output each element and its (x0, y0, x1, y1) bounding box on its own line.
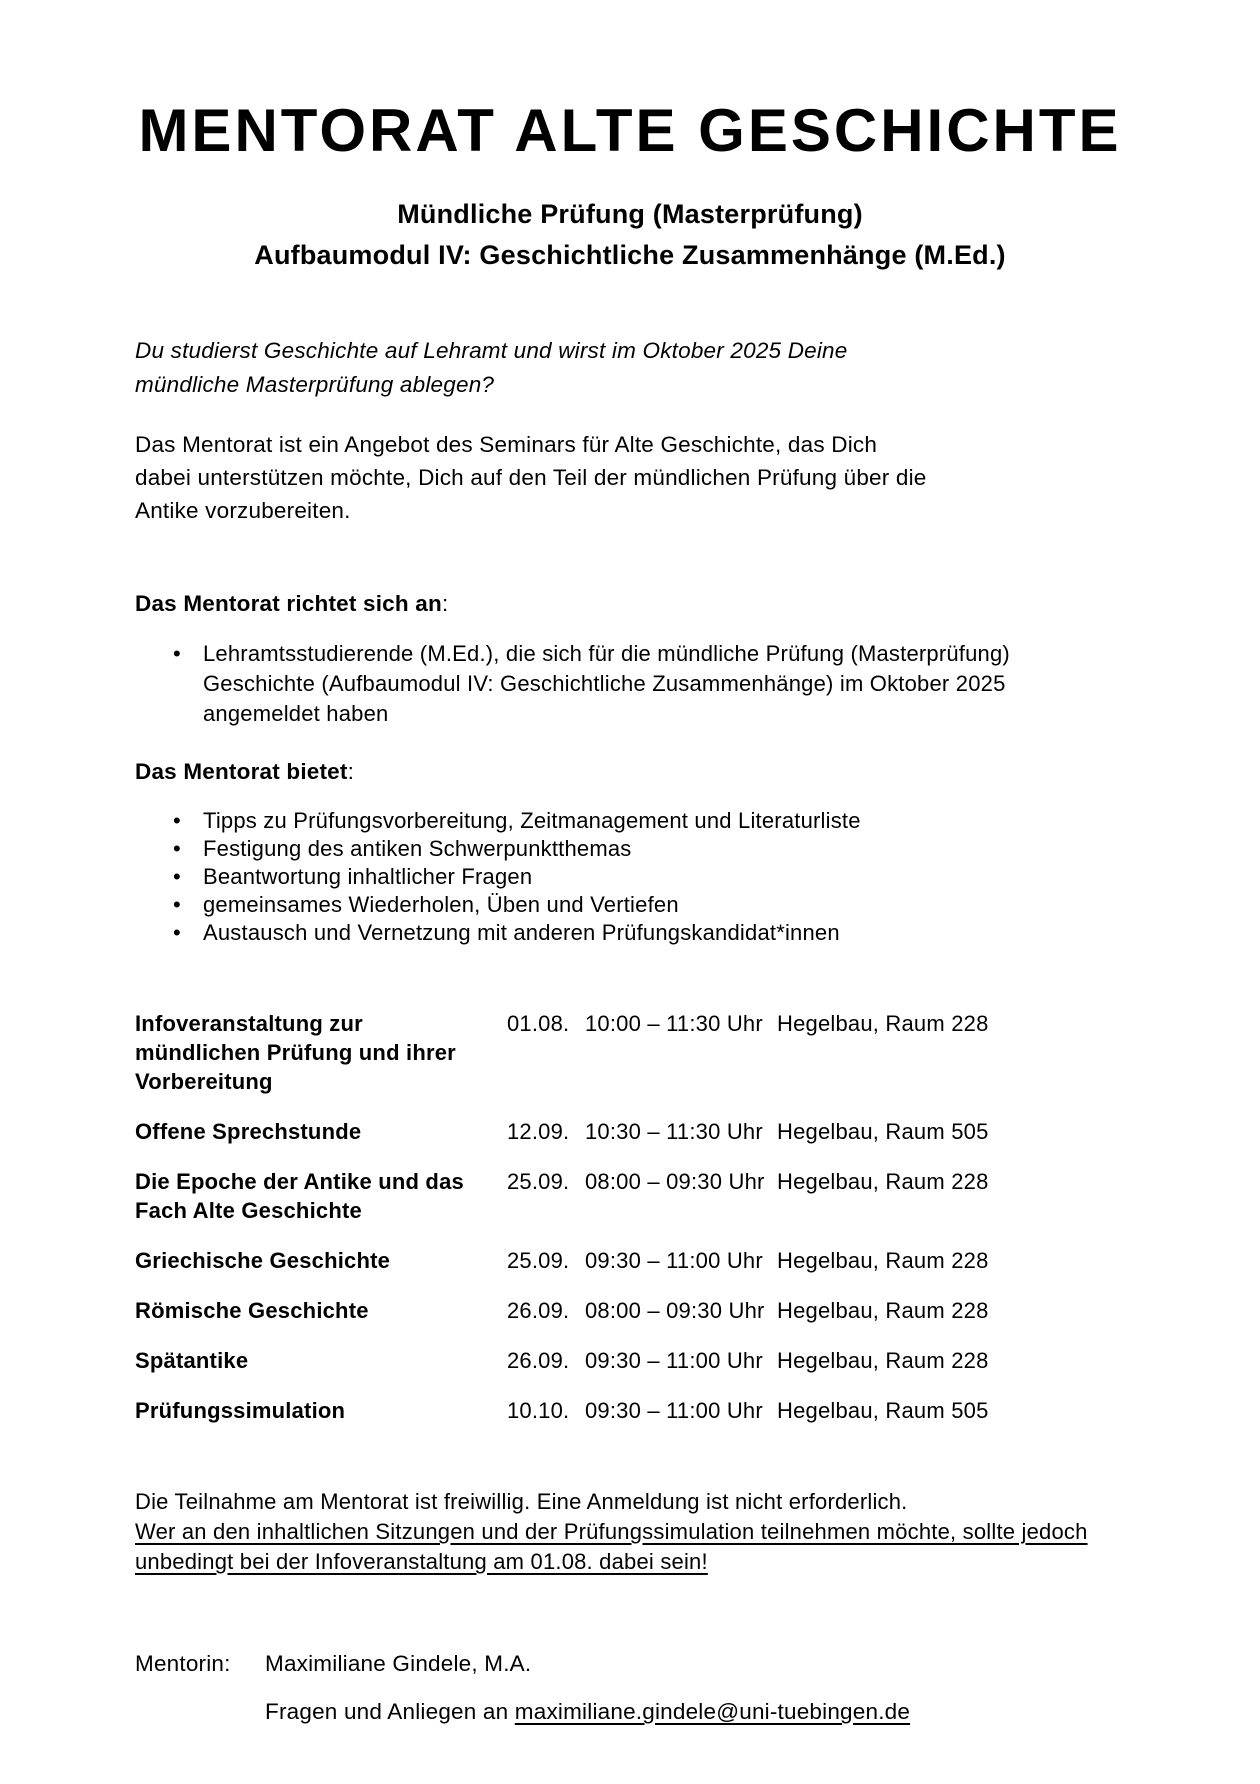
event-date: 26.09. (507, 1298, 570, 1323)
bullet-item (173, 639, 1063, 729)
heading-colon: : (441, 591, 449, 616)
schedule-row (135, 1117, 1125, 1146)
event-title: Die Epoche der Antike und das Fach Alte Geschichte (135, 1169, 464, 1223)
bullet-dot: • (173, 836, 181, 861)
event-date: 01.08. (507, 1011, 570, 1036)
bullet-dot: • (173, 864, 181, 889)
event-time: 09:30 – 11:00 Uhr (585, 1248, 763, 1273)
event-date: 12.09. (507, 1119, 570, 1144)
heading-colon: : (347, 759, 355, 784)
event-title: Römische Geschichte (135, 1298, 369, 1323)
event-location: Hegelbau, Raum 505 (777, 1119, 989, 1144)
bullet-text: Festigung des antiken Schwerpunktthemas (203, 836, 632, 861)
bullet-text: Tipps zu Prüfungsvorbereitung, Zeitmanagement und Literaturliste (203, 808, 861, 833)
event-time: 08:00 – 09:30 Uhr (585, 1169, 765, 1194)
intro-description: Das Mentorat ist ein Angebot des Seminars für Alte Geschichte, das Dich dabei unterstützen möchte, Dich auf den Teil der mündlichen Prüfung über die Antike vorzubereiten. (135, 432, 927, 523)
participation-warning: Wer an den inhaltlichen Sitzungen und der Prüfungssimulation teilnehmen möchte, sollte jedoch unbedingt bei der Infoveranstaltung am 01.08. dabei sein! (135, 1519, 1088, 1574)
participation-note: Die Teilnahme am Mentorat ist freiwillig. Eine Anmeldung ist nicht erforderlich. (135, 1489, 908, 1514)
event-time: 09:30 – 11:00 Uhr (585, 1398, 763, 1423)
event-title: Infoveranstaltung zur mündlichen Prüfung und ihrer Vorbereitung (135, 1011, 456, 1094)
subtitle-line-1: Mündliche Prüfung (Masterprüfung) (397, 199, 863, 229)
mentor-label: Mentorin: (135, 1651, 231, 1676)
participation-note-block (135, 1487, 1125, 1577)
bullet-text: Beantwortung inhaltlicher Fragen (203, 864, 533, 889)
event-time: 10:30 – 11:30 Uhr (585, 1119, 763, 1144)
intro-question: Du studierst Geschichte auf Lehramt und wirst im Oktober 2025 Deine mündliche Masterprüfung ablegen? (135, 338, 848, 397)
contact-line (135, 1697, 1125, 1727)
bullet-item (173, 919, 1063, 947)
bullet-dot: • (173, 920, 181, 945)
schedule-table (135, 1009, 1125, 1425)
event-time: 08:00 – 09:30 Uhr (585, 1298, 765, 1323)
event-location: Hegelbau, Raum 228 (777, 1169, 989, 1194)
schedule-row (135, 1346, 1125, 1375)
audience-bullet-list (135, 639, 1125, 729)
event-title: Prüfungssimulation (135, 1398, 346, 1423)
mentor-block (135, 1649, 1125, 1727)
section-heading-audience-label: Das Mentorat richtet sich an (135, 591, 442, 616)
event-date: 25.09. (507, 1169, 570, 1194)
bullet-text: Austausch und Vernetzung mit anderen Prüfungskandidat*innen (203, 920, 840, 945)
event-title: Griechische Geschichte (135, 1248, 391, 1273)
bullet-item (173, 835, 1063, 863)
subtitle-line-2: Aufbaumodul IV: Geschichtliche Zusammenhänge (M.Ed.) (254, 240, 1006, 270)
schedule-row (135, 1009, 1125, 1096)
bullet-dot: • (173, 808, 181, 833)
event-location: Hegelbau, Raum 228 (777, 1248, 989, 1273)
event-location: Hegelbau, Raum 228 (777, 1011, 989, 1036)
email-link[interactable]: maximiliane.gindele@uni-tuebingen.de (514, 1699, 911, 1724)
event-date: 10.10. (507, 1398, 570, 1423)
contact-prefix: Fragen und Anliegen an (265, 1699, 515, 1724)
event-title: Offene Sprechstunde (135, 1119, 362, 1144)
event-time: 10:00 – 11:30 Uhr (585, 1011, 763, 1036)
event-location: Hegelbau, Raum 228 (777, 1348, 989, 1373)
bullet-dot: • (173, 892, 181, 917)
event-location: Hegelbau, Raum 228 (777, 1298, 989, 1323)
event-time: 09:30 – 11:00 Uhr (585, 1348, 763, 1373)
bullet-item (173, 863, 1063, 891)
mentor-line (135, 1649, 1125, 1679)
page-title: MENTORAT ALTE GESCHICHTE (138, 97, 1122, 164)
bullet-item (173, 891, 1063, 919)
event-date: 25.09. (507, 1248, 570, 1273)
event-location: Hegelbau, Raum 505 (777, 1398, 989, 1423)
bullet-text: Lehramtsstudierende (M.Ed.), die sich für die mündliche Prüfung (Masterprüfung) Geschichte (Aufbaumodul IV: Geschichtliche Zusammenhänge) im Oktober 2025 angemeldet haben (203, 641, 1010, 726)
schedule-row (135, 1296, 1125, 1325)
event-title: Spätantike (135, 1348, 249, 1373)
schedule-row (135, 1246, 1125, 1275)
event-date: 26.09. (507, 1348, 570, 1373)
schedule-row (135, 1167, 1125, 1225)
section-heading-offers-label: Das Mentorat bietet (135, 759, 348, 784)
schedule-row (135, 1396, 1125, 1425)
mentor-name: Maximiliane Gindele, M.A. (265, 1651, 532, 1676)
bullet-text: gemeinsames Wiederholen, Üben und Vertiefen (203, 892, 679, 917)
offers-bullet-list (135, 807, 1125, 947)
section-heading-audience (135, 591, 1125, 617)
bullet-item (173, 807, 1063, 835)
section-heading-offers (135, 759, 1125, 785)
page-subtitle (135, 194, 1125, 276)
bullet-dot: • (173, 641, 181, 666)
